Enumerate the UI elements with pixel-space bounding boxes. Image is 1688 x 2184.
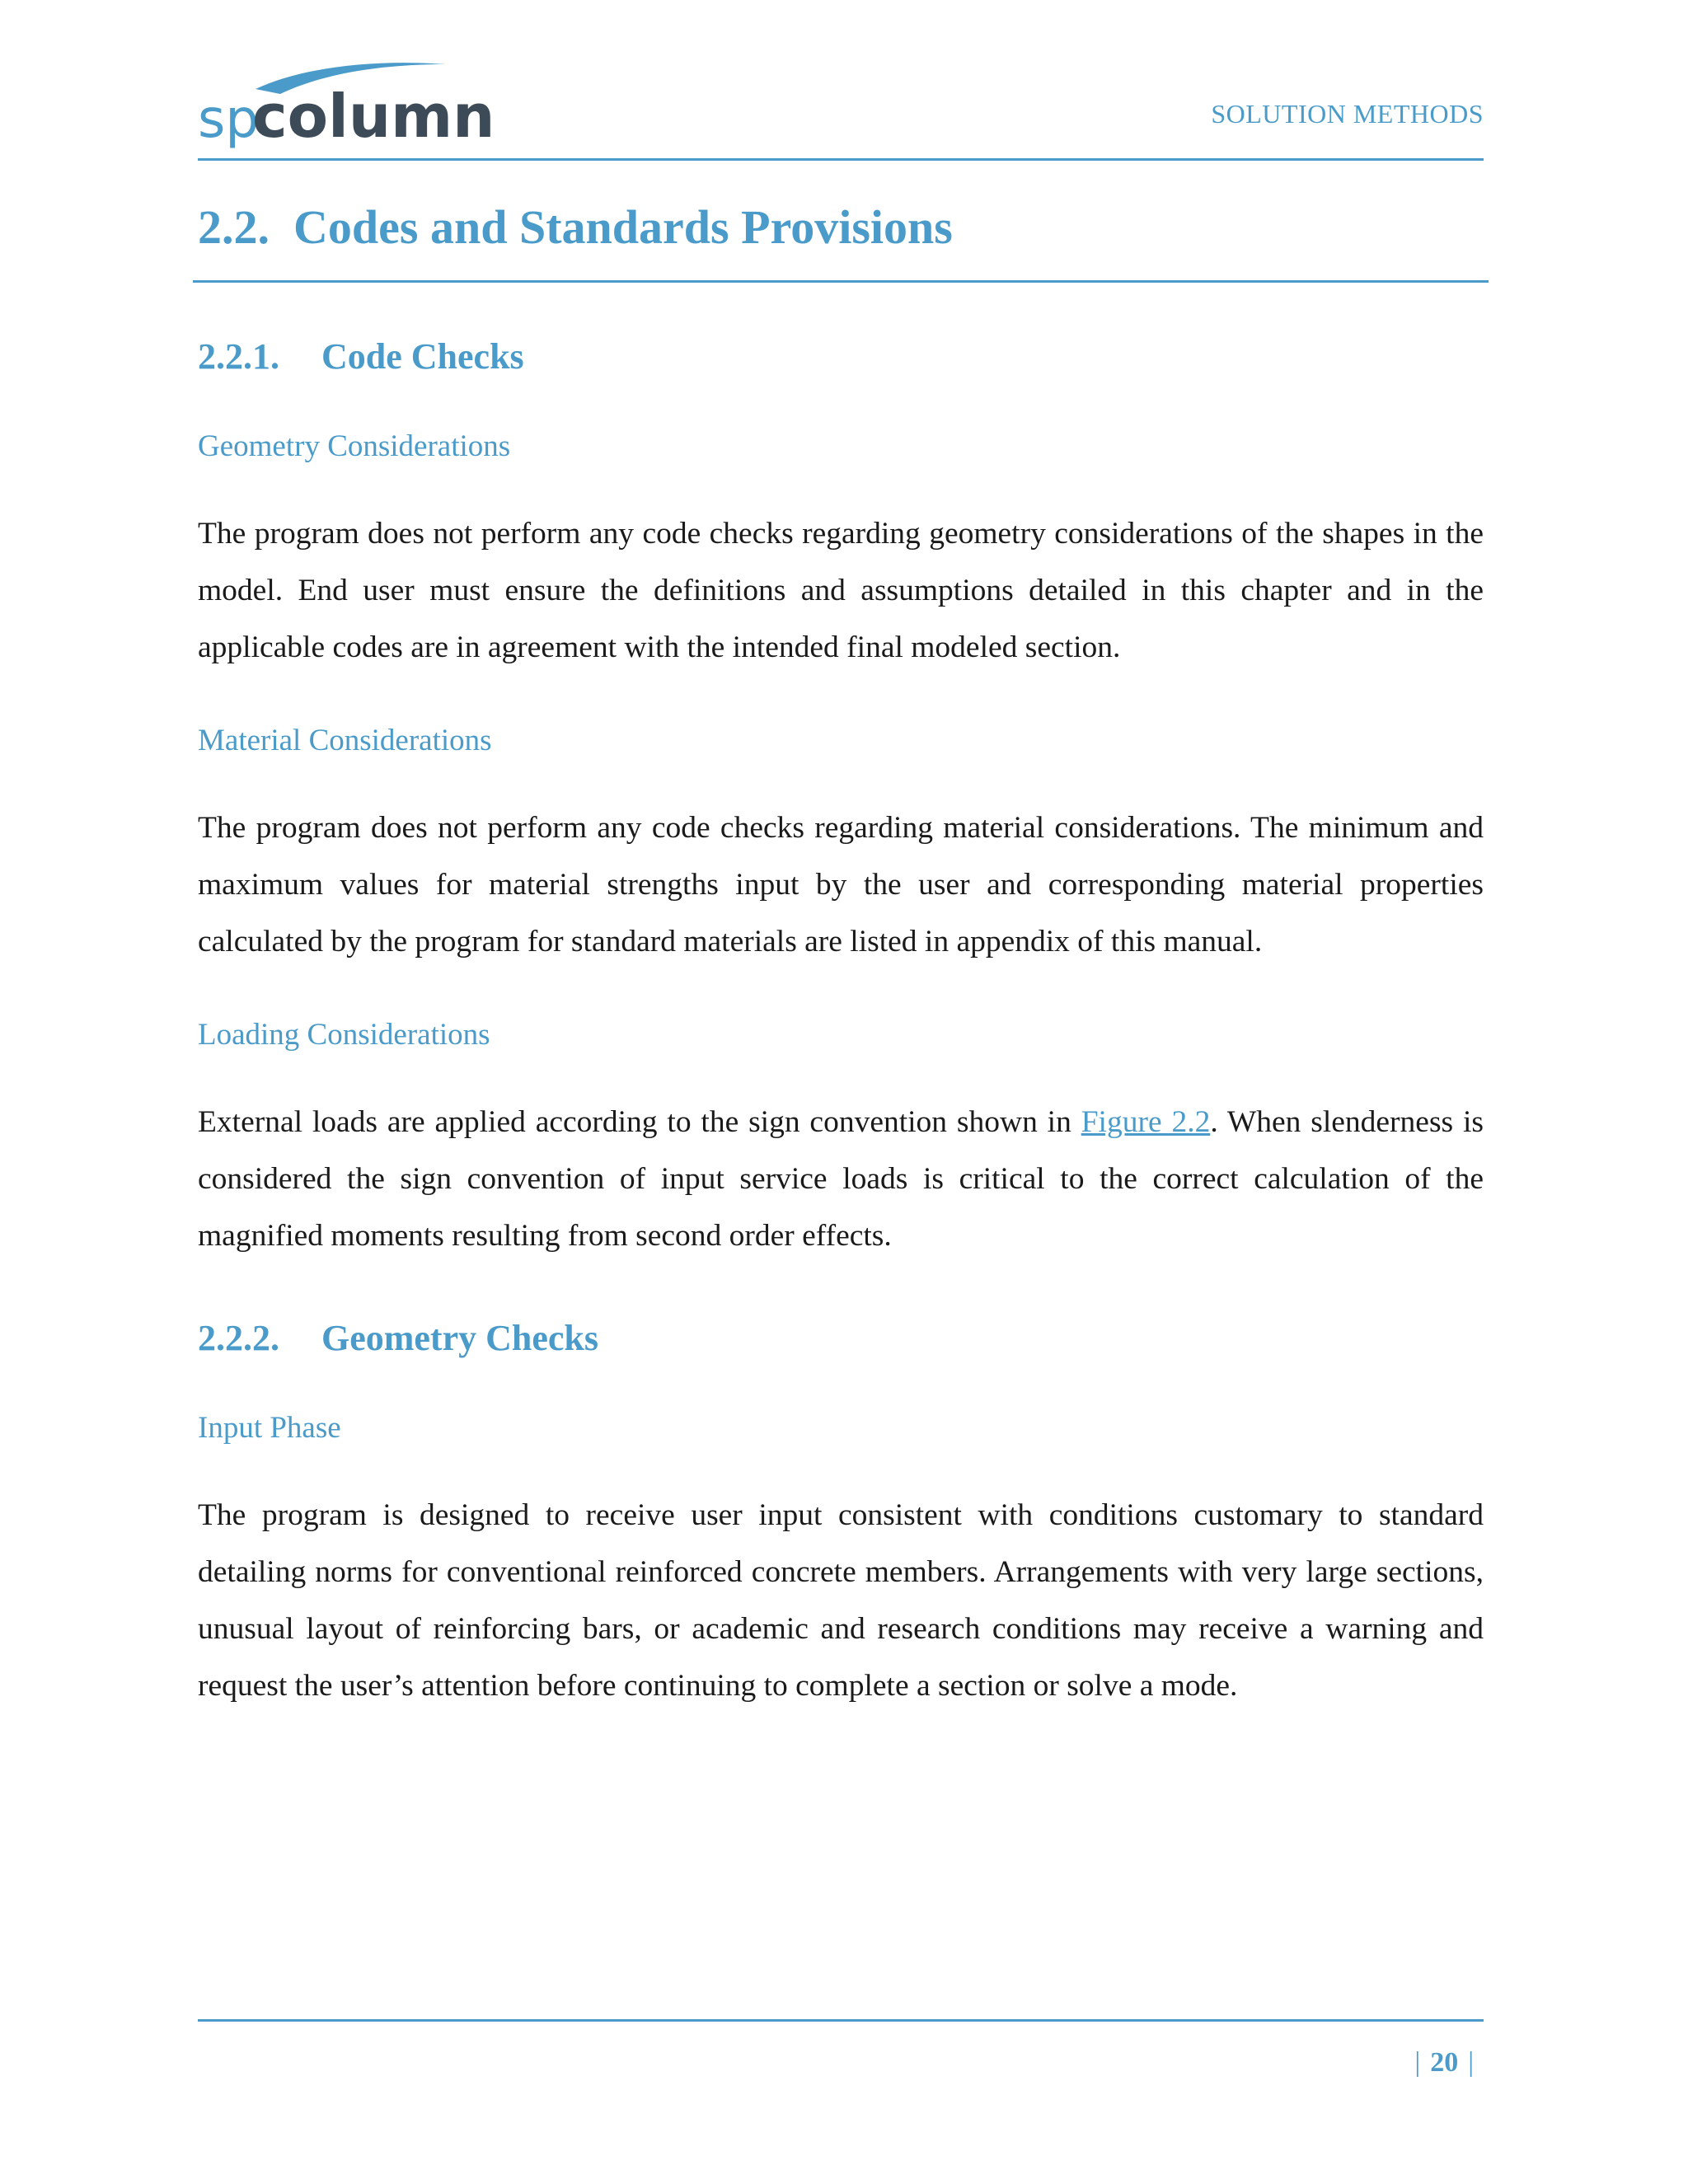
subsection-heading-geometry-checks: [198, 1314, 1484, 1363]
section-heading: [198, 194, 1484, 260]
paragraph-material-considerations: The program does not perform any code checks regarding material considerations. The minimum and maximum values for material strengths input by the user and corresponding material properties calculated by the program for standard materials are listed in appendix of this manual.: [198, 811, 1484, 958]
heading-loading-considerations: Loading Considerations: [198, 1018, 490, 1052]
footer-divider: [198, 2019, 1484, 2022]
page-number: [1404, 2047, 1484, 2079]
heading-input-phase: Input Phase: [198, 1411, 341, 1445]
section-number: 2.2.: [198, 200, 270, 254]
heading-material-considerations: Material Considerations: [198, 724, 492, 757]
subsection-title: Code Checks: [321, 336, 524, 377]
paragraph-input-phase: The program is designed to receive user input consistent with conditions customary to standard detailing norms for conventional reinforced concrete members. Arrangements with very large sections, unusual layout of reinforcing bars, or academic and research conditions may receive a warning and request the user’s attention before continuing to complete a section or solve a mode.: [198, 1498, 1484, 1703]
logo-prefix: sp: [198, 89, 259, 148]
subsection-number: 2.2.2.: [198, 1318, 279, 1358]
subsection-title: Geometry Checks: [321, 1318, 599, 1358]
figure-link[interactable]: Figure 2.2: [1081, 1105, 1211, 1139]
subsection-heading-code-checks: [198, 332, 1484, 382]
logo-name: column: [252, 82, 495, 148]
page-header: [198, 58, 1484, 162]
loading-text-after: . When slenderness is considered the sign convention of input service loads is critical to the correct calculation of the magnified moments resulting from second order effects.: [198, 1105, 1484, 1253]
section-title: Codes and Standards Provisions: [293, 200, 953, 254]
paragraph-geometry-considerations: The program does not perform any code checks regarding geometry considerations of the shapes in the model. End user must ensure the definitions and assumptions detailed in this chapter and in the applicable codes are in agreement with the intended final modeled section.: [198, 517, 1484, 664]
page-content: [198, 194, 1484, 1714]
header-divider: [198, 158, 1484, 161]
page-number-bar-right: |: [1468, 2047, 1474, 2078]
heading-geometry-considerations: Geometry Considerations: [198, 429, 511, 463]
section-label: SOLUTION METHODS: [1211, 99, 1484, 129]
page-number-value: 20: [1430, 2047, 1459, 2078]
loading-text-before: External loads are applied according to the sign convention shown in: [198, 1105, 1081, 1139]
subsection-number: 2.2.1.: [198, 336, 279, 377]
page-number-bar-left: |: [1414, 2047, 1421, 2078]
paragraph-loading-considerations: [198, 1094, 1484, 1264]
section-divider: [193, 280, 1489, 283]
spcolumn-logo: [198, 58, 495, 148]
